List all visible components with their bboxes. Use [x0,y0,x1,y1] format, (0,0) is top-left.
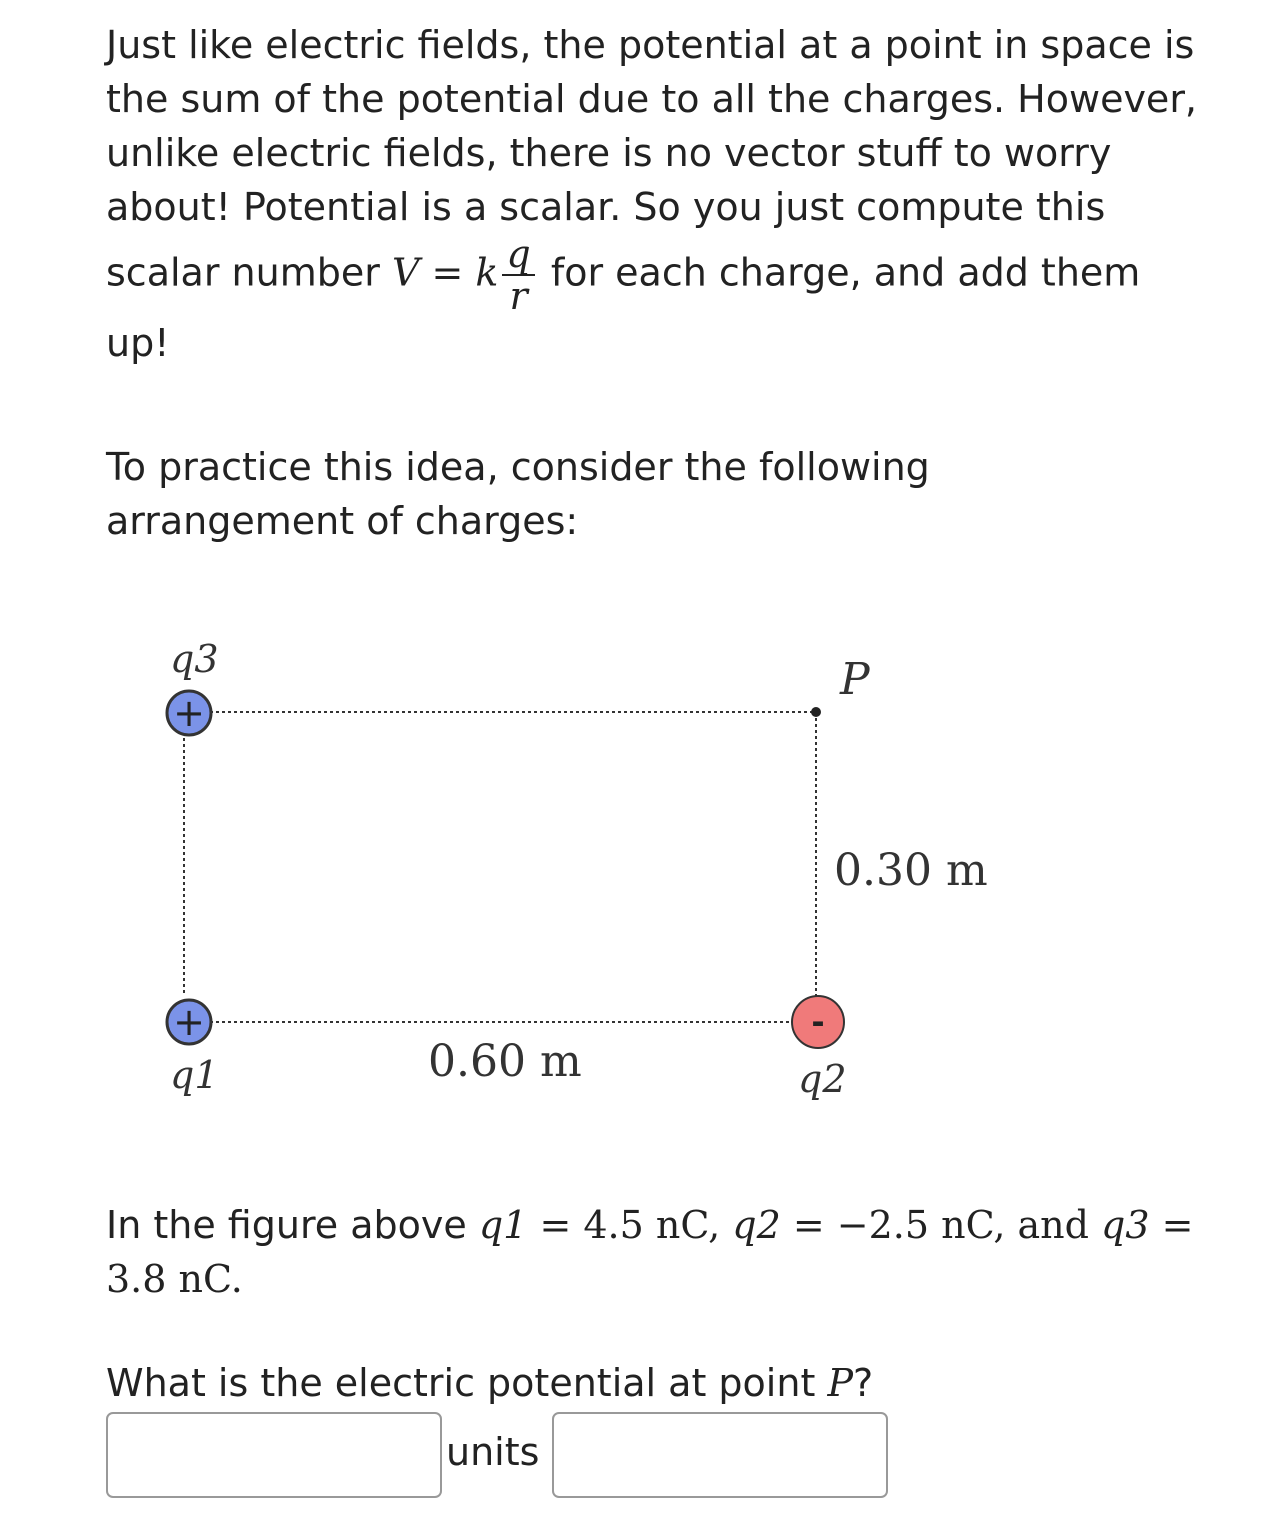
formula-numerator: q [502,234,534,276]
units-input[interactable] [552,1412,888,1498]
point-p-label: P [840,654,870,705]
question-mark: ? [853,1361,874,1405]
q3-value: = 3.8 nC. [106,1203,1194,1301]
intro-text: Just like electric fields, the potential at a point in space is the sum of the potential due to all the charges. However, unlike electric fields, there is no vector stuff to worry about! Potential is a scalar. So you just compute this scalar number [106,23,1198,295]
q2-label: q2 [798,1057,847,1101]
question-point: P [827,1361,854,1405]
q3-symbol: q3 [1101,1203,1150,1247]
formula-fraction [502,234,534,316]
question-text: What is the electric potential at point [106,1361,816,1405]
point-p-dot [811,707,821,717]
givens-paragraph [106,1198,1206,1306]
q2-value: = −2.5 nC, and [792,1203,1089,1247]
vertical-distance-label: 0.30 m [834,845,988,896]
formula-denominator: r [509,274,528,318]
q2-symbol: q2 [732,1203,781,1247]
practice-paragraph: To practice this idea, consider the following arrangement of charges: [106,445,930,543]
intro-text-end: for each charge, and add them up! [106,250,1141,365]
q1-label: q1 [170,1053,219,1097]
charge-diagram [150,630,988,1101]
q3-label: q3 [170,637,219,681]
intro-paragraph [106,18,1206,370]
question-paragraph [106,1356,1206,1410]
horizontal-distance-label: 0.60 m [428,1036,582,1087]
units-label: units [446,1430,540,1474]
givens-prefix: In the figure above [106,1203,467,1247]
q1-value: = 4.5 nC, [539,1203,721,1247]
potential-value-input[interactable] [106,1412,442,1498]
q1-plus-sign: + [173,1000,205,1044]
q3-plus-sign: + [173,691,205,735]
q1-symbol: q1 [478,1203,528,1247]
q2-minus-sign: - [811,1003,825,1041]
formula-lhs: V = k [391,250,499,295]
